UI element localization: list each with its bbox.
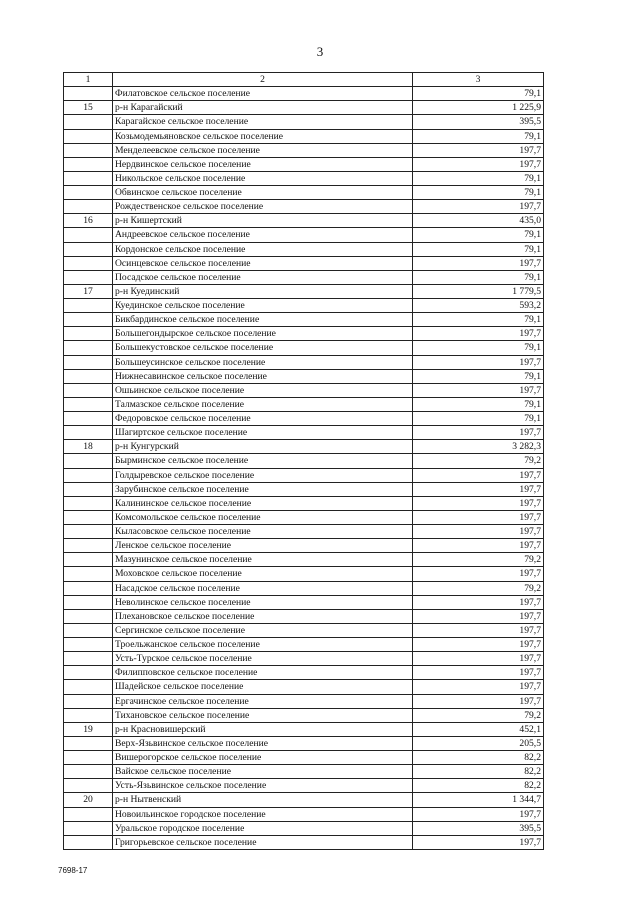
row-name-cell: Козьмодемьяновское сельское поселение (113, 129, 413, 143)
row-number-cell: 16 (64, 214, 113, 228)
row-name-cell: Ленское сельское поселение (113, 539, 413, 553)
row-name-cell: Большегондырское сельское поселение (113, 327, 413, 341)
row-name-cell: Посадское сельское поселение (113, 270, 413, 284)
row-value-cell: 452,1 (413, 722, 544, 736)
row-value-cell: 435,0 (413, 214, 544, 228)
row-number-cell (64, 143, 113, 157)
row-name-cell: Филатовское сельское поселение (113, 87, 413, 101)
table-row (64, 793, 544, 807)
table-row (64, 115, 544, 129)
row-value-cell: 197,7 (413, 539, 544, 553)
row-name-cell: Нижнесавинское сельское поселение (113, 369, 413, 383)
row-number-cell (64, 228, 113, 242)
row-value-cell: 197,7 (413, 256, 544, 270)
row-name-cell: Зарубинское сельское поселение (113, 482, 413, 496)
table-row (64, 525, 544, 539)
row-number-cell (64, 426, 113, 440)
row-number-cell (64, 708, 113, 722)
row-value-cell: 197,7 (413, 638, 544, 652)
row-value-cell: 395,5 (413, 821, 544, 835)
row-value-cell: 82,2 (413, 765, 544, 779)
row-name-cell: р-н Нытвенский (113, 793, 413, 807)
row-name-cell: Карагайское сельское поселение (113, 115, 413, 129)
row-value-cell: 79,1 (413, 228, 544, 242)
table-row (64, 835, 544, 849)
row-name-cell: Плехановское сельское поселение (113, 609, 413, 623)
row-name-cell: Менделеевское сельское поселение (113, 143, 413, 157)
row-value-cell: 82,2 (413, 779, 544, 793)
row-name-cell: р-н Кишертский (113, 214, 413, 228)
table-row (64, 581, 544, 595)
row-name-cell: Сергинское сельское поселение (113, 623, 413, 637)
row-value-cell: 395,5 (413, 115, 544, 129)
row-number-cell (64, 496, 113, 510)
row-value-cell: 197,7 (413, 525, 544, 539)
row-number-cell (64, 341, 113, 355)
row-name-cell: р-н Красновишерский (113, 722, 413, 736)
row-number-cell (64, 115, 113, 129)
row-number-cell (64, 129, 113, 143)
row-name-cell: Рождественское сельское поселение (113, 200, 413, 214)
row-number-cell (64, 595, 113, 609)
row-number-cell (64, 652, 113, 666)
row-number-cell (64, 171, 113, 185)
row-number-cell (64, 609, 113, 623)
row-name-cell: Федоровское сельское поселение (113, 412, 413, 426)
row-number-cell (64, 835, 113, 849)
table-row (64, 171, 544, 185)
row-name-cell: Филипповское сельское поселение (113, 666, 413, 680)
table-row (64, 736, 544, 750)
table-row (64, 496, 544, 510)
row-name-cell: Калининское сельское поселение (113, 496, 413, 510)
table-row (64, 482, 544, 496)
row-name-cell: Бикбардинское сельское поселение (113, 313, 413, 327)
row-value-cell: 197,7 (413, 510, 544, 524)
row-name-cell: Бырминское сельское поселение (113, 454, 413, 468)
table-row (64, 200, 544, 214)
table-row (64, 299, 544, 313)
row-number-cell (64, 666, 113, 680)
row-value-cell: 79,1 (413, 341, 544, 355)
row-name-cell: р-н Куединский (113, 284, 413, 298)
row-number-cell: 19 (64, 722, 113, 736)
row-number-cell (64, 454, 113, 468)
row-value-cell: 197,7 (413, 595, 544, 609)
row-number-cell (64, 412, 113, 426)
row-value-cell: 79,1 (413, 412, 544, 426)
row-number-cell (64, 383, 113, 397)
table-row (64, 722, 544, 736)
table-header-row (64, 73, 544, 87)
row-number-cell (64, 242, 113, 256)
row-value-cell: 79,2 (413, 553, 544, 567)
document-code: 7698-17 (58, 866, 88, 875)
row-name-cell: Талмазское сельское поселение (113, 397, 413, 411)
row-value-cell: 79,1 (413, 397, 544, 411)
table-row (64, 468, 544, 482)
row-value-cell: 79,1 (413, 186, 544, 200)
row-value-cell: 79,1 (413, 270, 544, 284)
row-value-cell: 3 282,3 (413, 440, 544, 454)
row-number-cell (64, 510, 113, 524)
row-value-cell: 197,7 (413, 468, 544, 482)
row-name-cell: Моховское сельское поселение (113, 567, 413, 581)
row-value-cell: 79,2 (413, 708, 544, 722)
table-row (64, 313, 544, 327)
row-name-cell: Нердвинское сельское поселение (113, 157, 413, 171)
row-value-cell: 197,7 (413, 567, 544, 581)
row-number-cell (64, 765, 113, 779)
row-name-cell: Осинцевское сельское поселение (113, 256, 413, 270)
table-row (64, 652, 544, 666)
row-number-cell (64, 186, 113, 200)
row-number-cell (64, 256, 113, 270)
table-row (64, 256, 544, 270)
row-number-cell (64, 327, 113, 341)
table-row (64, 666, 544, 680)
row-value-cell: 1 344,7 (413, 793, 544, 807)
row-number-cell (64, 313, 113, 327)
header-col-2: 2 (113, 73, 413, 87)
row-value-cell: 79,1 (413, 171, 544, 185)
table-row (64, 369, 544, 383)
table-row (64, 228, 544, 242)
row-value-cell: 197,7 (413, 835, 544, 849)
row-number-cell (64, 623, 113, 637)
table-row (64, 807, 544, 821)
table-row (64, 341, 544, 355)
row-number-cell (64, 157, 113, 171)
row-name-cell: Ергачинское сельское поселение (113, 694, 413, 708)
table-row (64, 327, 544, 341)
row-value-cell: 197,7 (413, 807, 544, 821)
row-name-cell: Ошьинское сельское поселение (113, 383, 413, 397)
row-value-cell: 197,7 (413, 200, 544, 214)
row-name-cell: Куединское сельское поселение (113, 299, 413, 313)
row-number-cell (64, 638, 113, 652)
row-number-cell (64, 680, 113, 694)
row-name-cell: Вайское сельское поселение (113, 765, 413, 779)
table-body (64, 73, 544, 850)
row-number-cell: 18 (64, 440, 113, 454)
row-number-cell (64, 694, 113, 708)
row-value-cell: 197,7 (413, 694, 544, 708)
row-value-cell: 205,5 (413, 736, 544, 750)
table-row (64, 426, 544, 440)
table-row (64, 553, 544, 567)
row-value-cell: 197,7 (413, 426, 544, 440)
row-value-cell: 82,2 (413, 751, 544, 765)
row-number-cell (64, 525, 113, 539)
row-value-cell: 79,1 (413, 87, 544, 101)
row-number-cell: 15 (64, 101, 113, 115)
row-name-cell: Новоильинское городское поселение (113, 807, 413, 821)
row-value-cell: 197,7 (413, 327, 544, 341)
row-name-cell: Никольское сельское поселение (113, 171, 413, 185)
row-number-cell (64, 299, 113, 313)
row-value-cell: 1 225,9 (413, 101, 544, 115)
table-row (64, 539, 544, 553)
row-value-cell: 197,7 (413, 496, 544, 510)
row-number-cell (64, 736, 113, 750)
row-value-cell: 197,7 (413, 652, 544, 666)
header-col-1: 1 (64, 73, 113, 87)
table-row (64, 440, 544, 454)
row-value-cell: 197,7 (413, 623, 544, 637)
row-name-cell: р-н Карагайский (113, 101, 413, 115)
row-value-cell: 197,7 (413, 666, 544, 680)
row-number-cell (64, 369, 113, 383)
table-row (64, 623, 544, 637)
row-number-cell (64, 200, 113, 214)
row-number-cell (64, 807, 113, 821)
row-value-cell: 79,2 (413, 454, 544, 468)
row-name-cell: Усть-Турское сельское поселение (113, 652, 413, 666)
table-row (64, 779, 544, 793)
row-name-cell: Вишерогорское сельское поселение (113, 751, 413, 765)
row-name-cell: Комсомольское сельское поселение (113, 510, 413, 524)
row-name-cell: Обвинское сельское поселение (113, 186, 413, 200)
row-name-cell: Шагиртское сельское поселение (113, 426, 413, 440)
row-number-cell (64, 779, 113, 793)
data-table (63, 72, 544, 850)
row-number-cell (64, 468, 113, 482)
row-number-cell (64, 270, 113, 284)
row-name-cell: Кыласовское сельское поселение (113, 525, 413, 539)
row-name-cell: Голдыревское сельское поселение (113, 468, 413, 482)
row-number-cell (64, 553, 113, 567)
row-value-cell: 79,1 (413, 313, 544, 327)
row-name-cell: Кордонское сельское поселение (113, 242, 413, 256)
row-name-cell: Насадское сельское поселение (113, 581, 413, 595)
row-name-cell: Шадейское сельское поселение (113, 680, 413, 694)
row-value-cell: 197,7 (413, 609, 544, 623)
row-value-cell: 197,7 (413, 355, 544, 369)
header-col-3: 3 (413, 73, 544, 87)
table-row (64, 595, 544, 609)
row-number-cell (64, 539, 113, 553)
row-name-cell: Неволинское сельское поселение (113, 595, 413, 609)
row-number-cell (64, 87, 113, 101)
table-row (64, 510, 544, 524)
table-row (64, 157, 544, 171)
row-value-cell: 79,1 (413, 242, 544, 256)
table-row (64, 242, 544, 256)
table-row (64, 143, 544, 157)
row-number-cell: 17 (64, 284, 113, 298)
row-number-cell: 20 (64, 793, 113, 807)
row-name-cell: Верх-Язьвинское сельское поселение (113, 736, 413, 750)
row-value-cell: 593,2 (413, 299, 544, 313)
table-row (64, 383, 544, 397)
row-value-cell: 197,7 (413, 157, 544, 171)
row-value-cell: 197,7 (413, 143, 544, 157)
row-name-cell: Уральское городское поселение (113, 821, 413, 835)
table-row (64, 454, 544, 468)
table-row (64, 101, 544, 115)
row-name-cell: Большеусинское сельское поселение (113, 355, 413, 369)
row-name-cell: Троельжанское сельское поселение (113, 638, 413, 652)
row-number-cell (64, 821, 113, 835)
row-value-cell: 79,1 (413, 369, 544, 383)
row-value-cell: 1 779,5 (413, 284, 544, 298)
row-name-cell: Усть-Язьвинское сельское поселение (113, 779, 413, 793)
row-value-cell: 197,7 (413, 383, 544, 397)
table-row (64, 270, 544, 284)
row-value-cell: 79,2 (413, 581, 544, 595)
table-row (64, 751, 544, 765)
table-row (64, 638, 544, 652)
page-number: 3 (316, 44, 324, 59)
row-number-cell (64, 567, 113, 581)
row-number-cell (64, 751, 113, 765)
table-row (64, 412, 544, 426)
row-number-cell (64, 581, 113, 595)
row-name-cell: Мазунинское сельское поселение (113, 553, 413, 567)
table-row (64, 821, 544, 835)
row-name-cell: р-н Кунгурский (113, 440, 413, 454)
table-row (64, 186, 544, 200)
row-name-cell: Большекустовское сельское поселение (113, 341, 413, 355)
table-row (64, 765, 544, 779)
row-number-cell (64, 397, 113, 411)
table-row (64, 397, 544, 411)
table-row (64, 284, 544, 298)
table-row (64, 694, 544, 708)
table-row (64, 567, 544, 581)
table-row (64, 355, 544, 369)
row-value-cell: 197,7 (413, 680, 544, 694)
row-number-cell (64, 482, 113, 496)
row-name-cell: Григорьевское сельское поселение (113, 835, 413, 849)
row-name-cell: Андреевское сельское поселение (113, 228, 413, 242)
table-row (64, 87, 544, 101)
table-row (64, 609, 544, 623)
table-row (64, 680, 544, 694)
table-row (64, 214, 544, 228)
table-row (64, 129, 544, 143)
row-value-cell: 79,1 (413, 129, 544, 143)
row-value-cell: 197,7 (413, 482, 544, 496)
row-name-cell: Тихановское сельское поселение (113, 708, 413, 722)
row-number-cell (64, 355, 113, 369)
table-row (64, 708, 544, 722)
